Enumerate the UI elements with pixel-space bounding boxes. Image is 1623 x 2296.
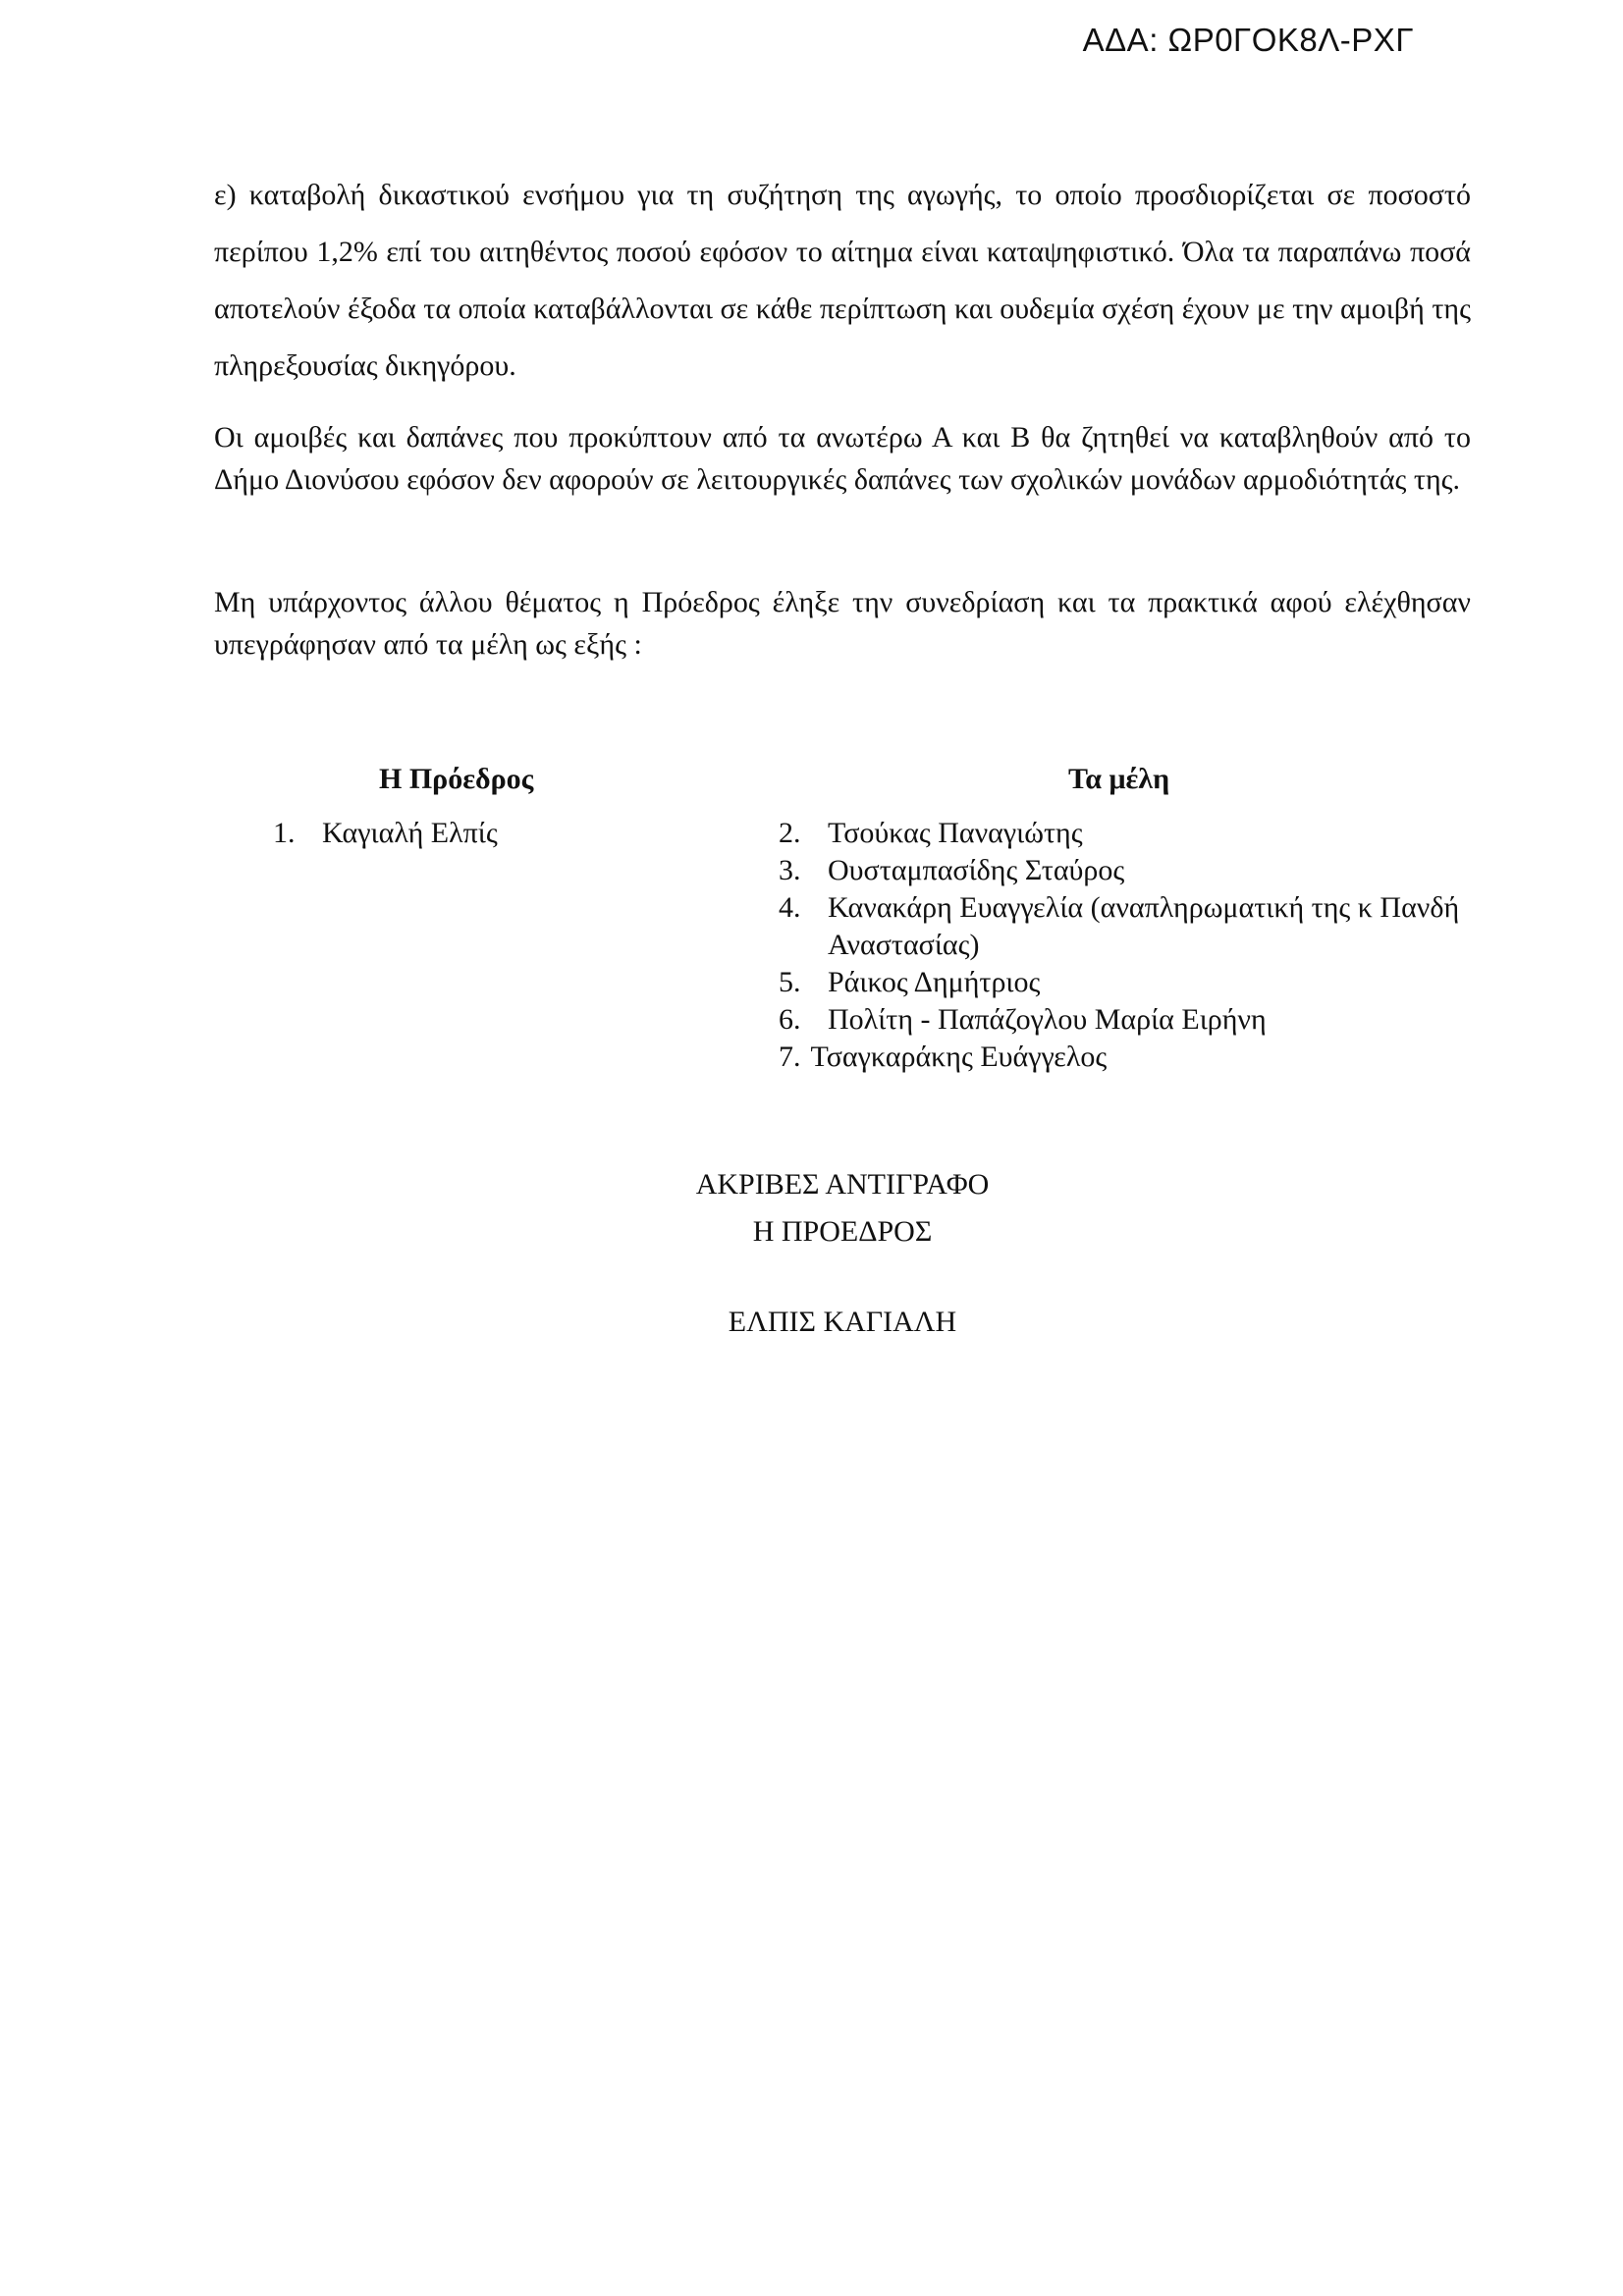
signatory-name: Τσούκας Παναγιώτης <box>828 817 1083 849</box>
president-list <box>273 815 498 852</box>
list-number: 1. <box>273 817 296 849</box>
list-number: 3. <box>779 854 801 886</box>
signatory-name: Ράικος Δημήτριος <box>828 966 1041 998</box>
list-item <box>779 852 1486 889</box>
paragraph-court-stamp-fee: ε) καταβολή δικαστικού ενσήμου για τη συζήτηση της αγωγής, το οποίο προσδιορίζεται σε ποσοστό περίπου 1,2% επί του αιτηθέντος ποσού εφόσον το αίτημα είναι καταψηφιστικό. Όλα τα παραπάνω ποσά αποτελούν έξοδα τα οποία καταβάλλονται σε κάθε περίπτωση και ουδεμία σχέση έχουν με την αμοιβή της πληρεξουσίας δικηγόρου. <box>214 179 1471 382</box>
president-heading: Η Πρόεδρος <box>379 763 534 795</box>
ada-code: ΑΔΑ: ΩΡ0ΓΟΚ8Λ-ΡΧΓ <box>1082 22 1414 58</box>
paragraph-session-closing: Μη υπάρχοντος άλλου θέματος η Πρόεδρος έληξε την συνεδρίαση και τα πρακτικά αφού ελέχθησαν υπεγράφησαν από τα μέλη ως εξής : <box>214 586 1471 661</box>
certified-copy-label: ΑΚΡΙΒΕΣ ΑΝΤΙΓΡΑΦΟ <box>695 1168 990 1201</box>
signatory-name: Τσαγκαράκης Ευάγγελος <box>810 1041 1108 1073</box>
certifier-name: ΕΛΠΙΣ ΚΑΓΙΑΛΗ <box>728 1306 957 1338</box>
signatory-name: Ουσταμπασίδης Σταύρος <box>828 854 1125 886</box>
list-number: 6. <box>779 1003 801 1036</box>
list-item <box>779 889 1486 964</box>
signatory-name: Κανακάρη Ευαγγελία (αναπληρωματική της κ Πανδή Αναστασίας) <box>828 891 1460 961</box>
list-number: 7. <box>779 1041 801 1073</box>
members-heading: Τα μέλη <box>1068 763 1170 795</box>
list-item <box>779 1001 1486 1039</box>
list-number: 5. <box>779 966 801 998</box>
members-list <box>779 815 1486 1076</box>
certifier-title: Η ΠΡΟΕΔΡΟΣ <box>752 1215 933 1248</box>
list-item <box>273 815 498 852</box>
signatory-name: Καγιαλή Ελπίς <box>322 817 498 849</box>
signatory-name: Πολίτη - Παπάζογλου Μαρία Ειρήνη <box>828 1003 1267 1036</box>
list-item <box>779 815 1486 852</box>
list-number: 2. <box>779 817 801 849</box>
list-item <box>779 1039 1486 1076</box>
list-item <box>779 964 1486 1001</box>
list-number: 4. <box>779 891 801 924</box>
paragraph-fees-and-expenses: Οι αμοιβές και δαπάνες που προκύπτουν από τα ανωτέρω Α και Β θα ζητηθεί να καταβληθούν από το Δήμο Διονύσου εφόσον δεν αφορούν σε λειτουργικές δαπάνες των σχολικών μονάδων αρμοδιότητάς της. <box>214 421 1471 496</box>
